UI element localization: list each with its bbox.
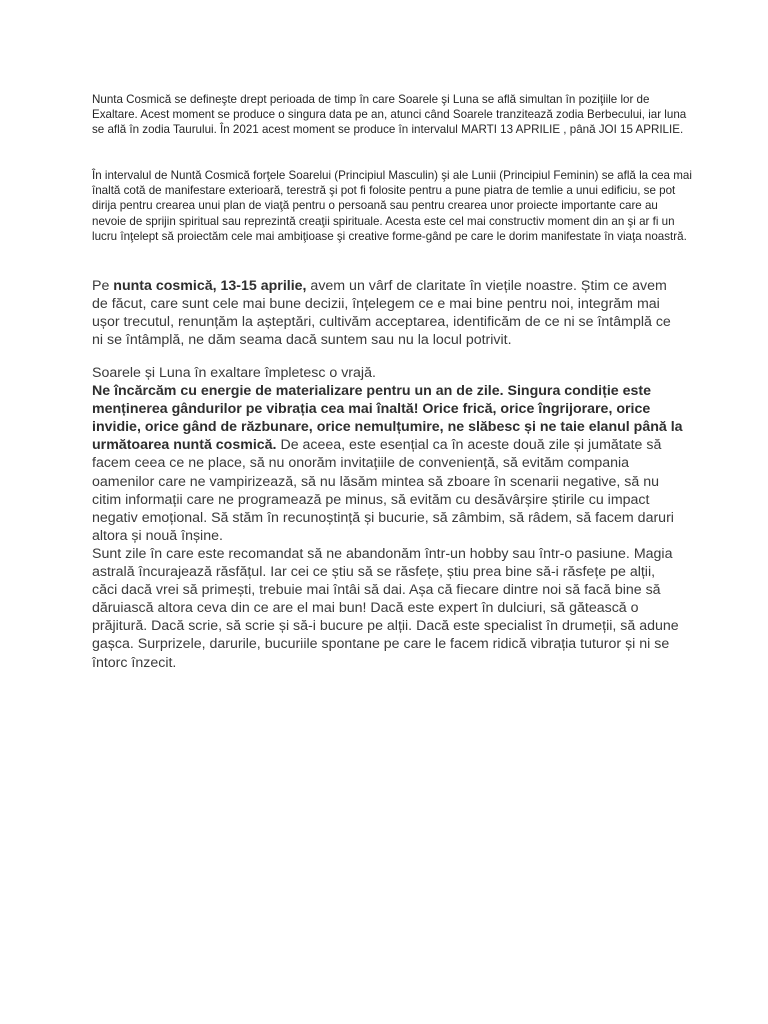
intro-paragraph: Nunta Cosmică se defineşte drept perioada de timp în care Soarele şi Luna se află simultan în poziţiile lor de Exaltare. Acest moment se produce o singura data pe an, atunci când Soarele tranzitează zodia Berbecului, iar luna se află în zodia Taurului. În 2021 acest moment se produce în intervalul MARTI 13 APRILIE , până JOI 15 APRILIE. <box>92 93 687 137</box>
exaltation-continuation-text: Sunt zile în care este recomandat să ne abandonăm într-un hobby sau într-o pasiune. Magia astrală încurajează răsfățul. Iar cei ce știu să se răsfețe, știu prea bine să-i răsfețe pe alții, căci dacă vrei să primești, trebuie mai întâi să dai. Așa că fiecare dintre noi să facă bine să dăruiască altora ceva din ce are el mai bun! Dacă este expert în dulciuri, să gătească o prăjitură. Dacă scrie, să scrie și să-i bucure pe alții. Dacă este specialist în drumeții, să adune gașca. Surprizele, darurile, bucuriile spontane pe care le facem ridică vibrația tuturor și ni se întorc înzecit. <box>92 545 679 671</box>
clarity-bold-text: nunta cosmică, 13-15 aprilie, <box>113 278 307 294</box>
clarity-lead-text: Pe <box>92 278 114 294</box>
exaltation-bold-text: Ne încărcăm cu energie de materializare pentru un an de zile. Singura condiție este menținerea gândurilor pe vibrația cea mai înaltă! Orice frică, orice îngrijorare, orice invidie, orice gând de răzbunare, orice nemulțumire, ne slăbesc și ne taie elanul până la următoarea nuntă cosmică. <box>92 383 683 454</box>
exaltation-rest-text: De aceea, este esențial ca în aceste două zile și jumătate să facem ceea ce ne place, să nu onorăm invitațiile de conveniență, să evităm compania oamenilor care ne vampirizează, să nu lăsăm mintea să zboare în scenarii negative, să nu citim informații care ne programează pe minus, să evităm cu desăvârșire știrile cu impact negativ emoțional. Să stăm în recunoștință și bucurie, să zâmbim, să râdem, să facem daruri altora și nouă înșine. <box>92 437 674 544</box>
clarity-rest-text: avem un vârf de claritate în viețile noastre. Știm ce avem de făcut, care sunt cele mai bune decizii, înțelegem ce e mai bine pentru noi, integrăm mai ușor trecutul, renunțăm la așteptări, cultivăm acceptarea, identificăm de ce ni se întâmplă ce ni se întâmplă, ne dăm seama dacă suntem sau nu la locul potrivit. <box>92 278 671 349</box>
exaltation-first-line: Soarele și Luna în exaltare împletesc o vrajă. <box>92 365 376 381</box>
exaltation-paragraph <box>92 364 684 672</box>
clarity-paragraph <box>92 277 684 349</box>
forces-paragraph: În intervalul de Nuntă Cosmică forţele Soarelui (Principiul Masculin) şi ale Lunii (Principiul Feminin) se află la cea mai înaltă cotă de manifestare exterioară, terestră şi pot fi folosite pentru a pune piatra de temlie a unui edificiu, se pot dirija pentru crearea unui plan de viaţă pentru o persoană sau pentru crearea unor proiecte importante care au nevoie de sprijin spiritual sau reprezintă creaţii spirituale. Acesta este cel mai constructiv moment din an şi ar fi un lucru înţelept să proiectăm cele mai ambiţioase şi creative forme-gând pe care le dorim manifestate în viaţa noastră. <box>92 169 692 243</box>
